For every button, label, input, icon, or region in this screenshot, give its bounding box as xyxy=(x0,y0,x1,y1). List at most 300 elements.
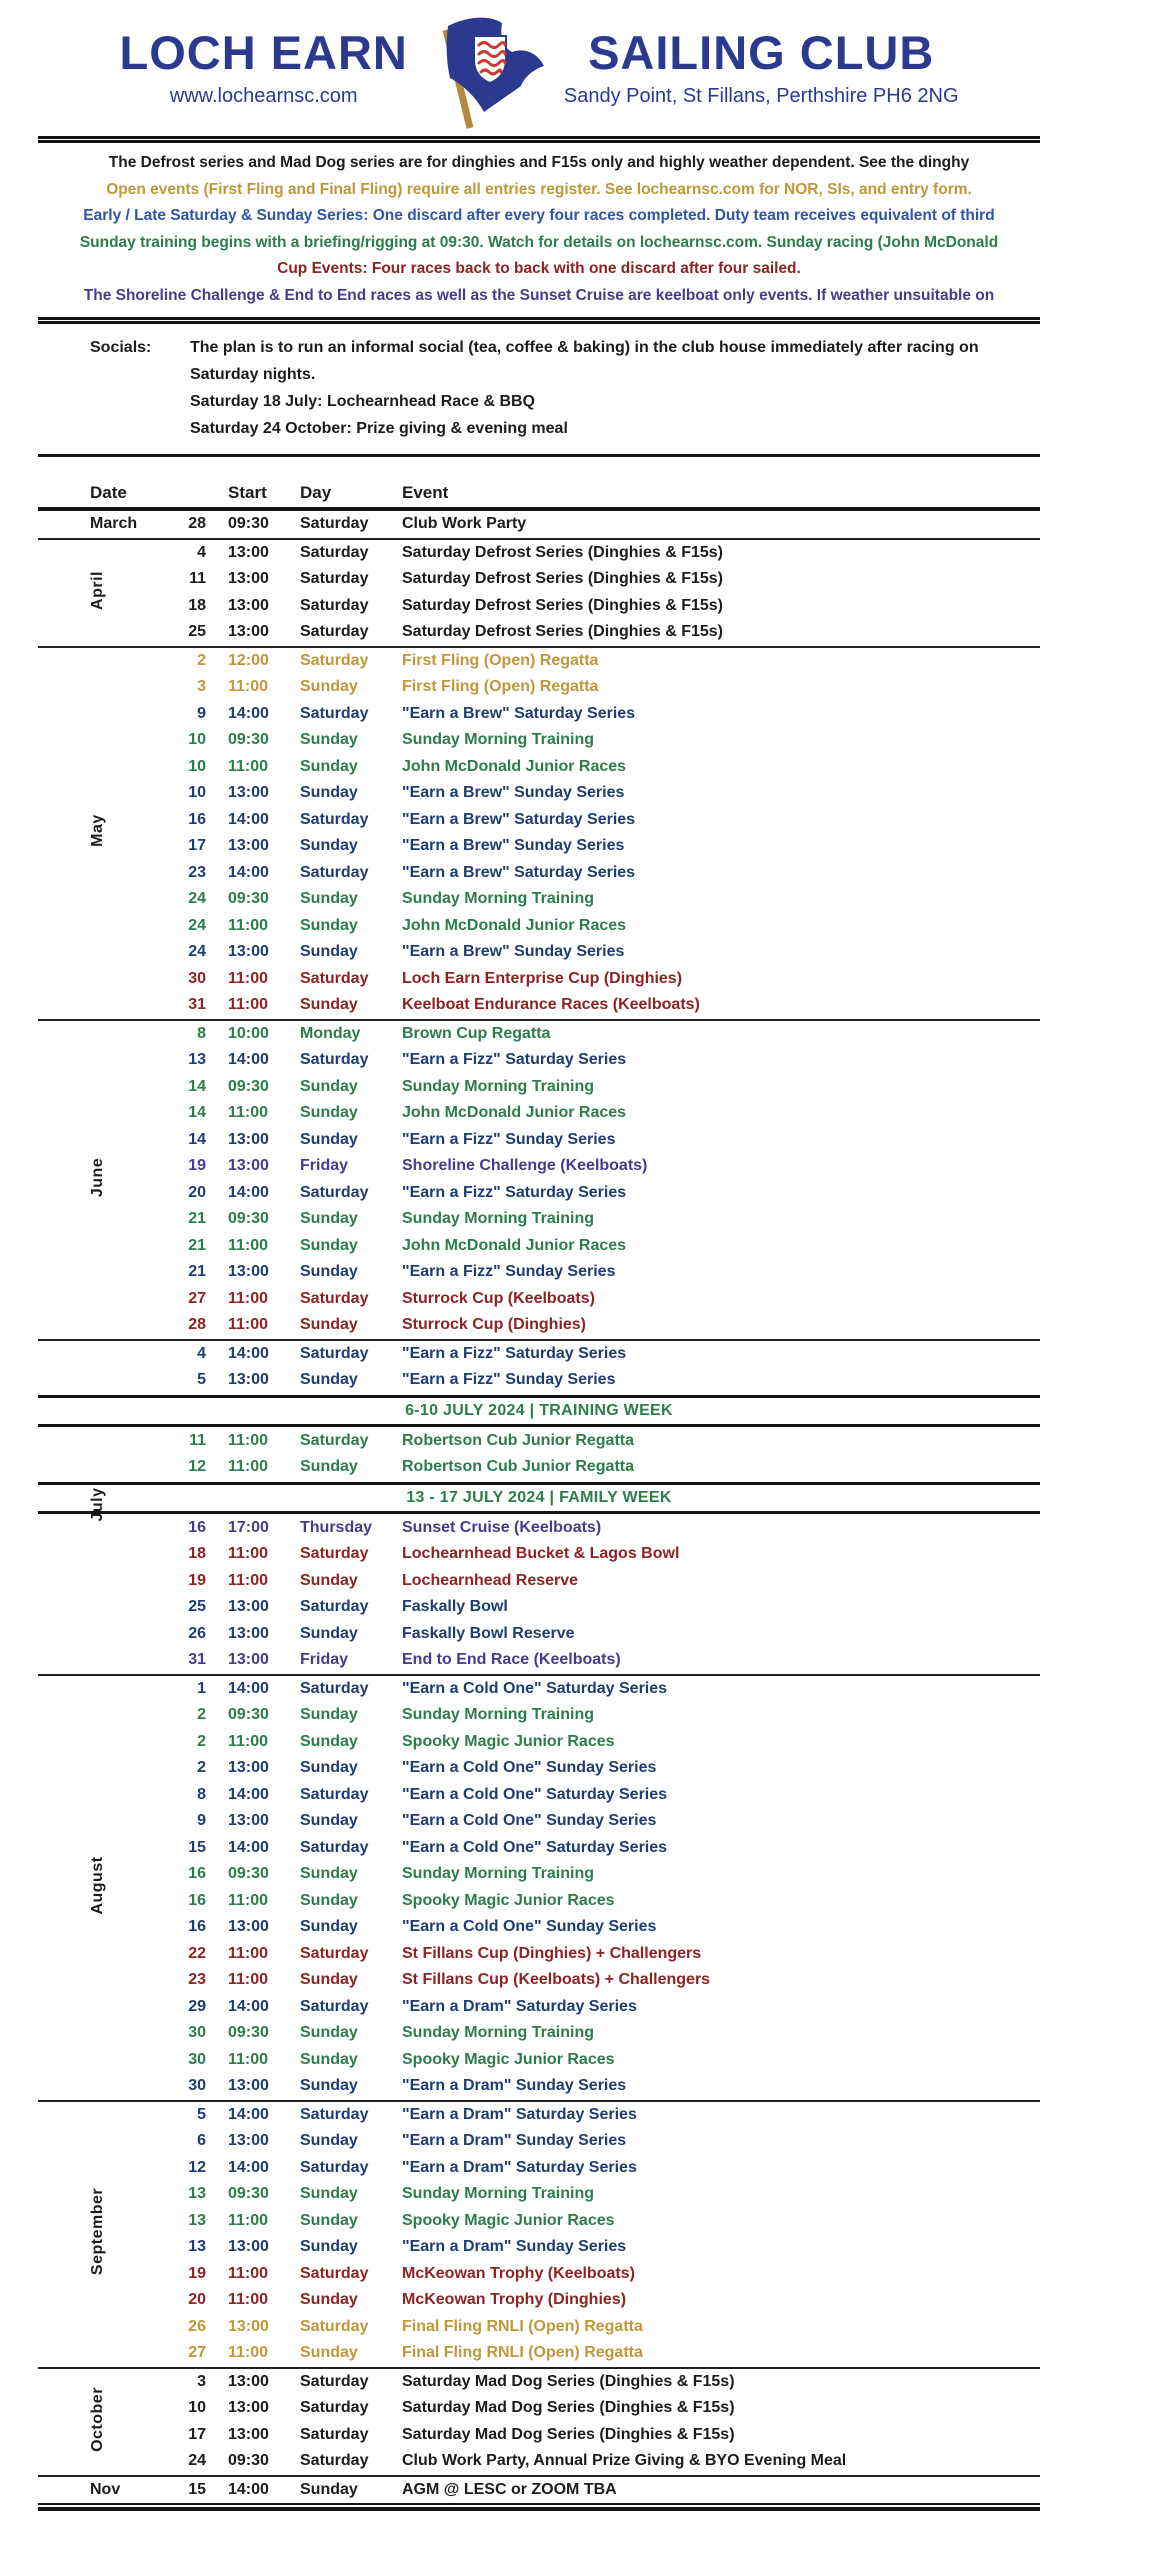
schedule-row xyxy=(38,1127,1040,1154)
schedule-row-day: Sunday xyxy=(300,2211,358,2229)
schedule-row-event: John McDonald Junior Races xyxy=(402,757,627,775)
schedule-row xyxy=(38,2287,1040,2314)
schedule-row-day: Sunday xyxy=(300,1891,358,1909)
schedule-row xyxy=(38,1861,1040,1888)
schedule-row-day: Sunday xyxy=(300,1263,358,1281)
schedule-row-day: Sunday xyxy=(300,1812,358,1830)
schedule-row-start: 14:00 xyxy=(228,863,269,881)
schedule-row-start: 13:00 xyxy=(228,2317,269,2335)
schedule-row-start: 14:00 xyxy=(228,2480,269,2498)
schedule-row-event: "Earn a Cold One" Sunday Series xyxy=(402,1918,657,1936)
schedule-row-event: Sunday Morning Training xyxy=(402,731,594,749)
schedule-row-event: Saturday Mad Dog Series (Dinghies & F15s) xyxy=(402,2399,735,2417)
month-group-october xyxy=(38,2367,1040,2475)
schedule-row-start: 11:00 xyxy=(228,1971,269,1989)
schedule-row-event: McKeowan Trophy (Keelboats) xyxy=(402,2264,635,2282)
schedule-row-day: Sunday xyxy=(300,916,358,934)
schedule-row xyxy=(38,511,1040,538)
schedule-row xyxy=(38,913,1040,940)
header-divider-rule xyxy=(38,136,1040,143)
club-website: www.lochearnsc.com xyxy=(169,85,358,108)
schedule-row-date: 4 xyxy=(197,543,206,561)
schedule-row-date: 5 xyxy=(197,1371,206,1389)
schedule-row-day: Sunday xyxy=(300,943,358,961)
schedule-row-date: 25 xyxy=(188,1598,206,1616)
schedule-row-date: 12 xyxy=(188,1458,206,1476)
schedule-row-day: Sunday xyxy=(300,731,358,749)
schedule-row-date: 20 xyxy=(188,2291,206,2309)
schedule-row xyxy=(38,992,1040,1019)
schedule-row-event: First Fling (Open) Regatta xyxy=(402,651,599,669)
schedule-row-start: 11:00 xyxy=(228,2264,269,2282)
schedule-row-start: 14:00 xyxy=(228,704,269,722)
schedule-row-event: Lochearnhead Bucket & Lagos Bowl xyxy=(402,1545,680,1563)
schedule-row xyxy=(38,1180,1040,1207)
schedule-row-start: 13:00 xyxy=(228,1624,269,1642)
month-label: October xyxy=(89,2386,106,2452)
notice-line: Open events (First Fling and Final Fling) require all entries register. See lochearnsc.com for NOR, SIs, and entry form. xyxy=(106,180,972,198)
schedule-row-day: Thursday xyxy=(300,1518,373,1536)
schedule-row-start: 14:00 xyxy=(228,1838,269,1856)
schedule-row-event: Keelboat Endurance Races (Keelboats) xyxy=(402,996,700,1014)
schedule-row-date: 27 xyxy=(188,2344,206,2362)
schedule-row-start: 14:00 xyxy=(228,2105,269,2123)
schedule-row-day: Saturday xyxy=(300,2425,369,2443)
schedule-row-date: 17 xyxy=(188,2425,206,2443)
schedule-row-event: Robertson Cub Junior Regatta xyxy=(402,1458,635,1476)
schedule-row-day: Sunday xyxy=(300,1236,358,1254)
schedule-row-start: 10:00 xyxy=(228,1024,269,1042)
schedule-row xyxy=(38,1835,1040,1862)
schedule-row-start: 11:00 xyxy=(228,1545,269,1563)
schedule-row-day: Sunday xyxy=(300,1371,358,1389)
schedule-row-start: 09:30 xyxy=(228,2452,269,2470)
schedule-row xyxy=(38,1541,1040,1568)
schedule-row-date: 28 xyxy=(188,1316,206,1334)
schedule-row-start: 09:30 xyxy=(228,2185,269,2203)
schedule-row-event: Final Fling RNLI (Open) Regatta xyxy=(402,2344,643,2362)
schedule-row-event: Spooky Magic Junior Races xyxy=(402,1891,615,1909)
schedule-row-start: 09:30 xyxy=(228,515,269,533)
schedule-row-date: 6 xyxy=(197,2132,206,2150)
schedule-row-date: 21 xyxy=(188,1236,206,1254)
schedule-row-date: 11 xyxy=(189,1431,206,1449)
schedule-row-date: 15 xyxy=(188,1838,206,1856)
schedule-row xyxy=(38,1153,1040,1180)
schedule-row-day: Sunday xyxy=(300,1759,358,1777)
schedule-row-date: 10 xyxy=(188,784,206,802)
schedule-row-day: Saturday xyxy=(300,969,369,987)
schedule-row-date: 26 xyxy=(188,1624,206,1642)
notice-line: Sunday training begins with a briefing/rigging at 09:30. Watch for details on lochearnsc.com. Sunday racing (John McDonald xyxy=(79,233,999,251)
schedule-row xyxy=(38,860,1040,887)
schedule-row-start: 14:00 xyxy=(228,1183,269,1201)
schedule-row xyxy=(38,2234,1040,2261)
schedule-row-start: 11:00 xyxy=(228,996,269,1014)
schedule-row-day: Monday xyxy=(300,1024,361,1042)
schedule-row xyxy=(38,1286,1040,1313)
schedule-row-start: 11:00 xyxy=(228,969,269,987)
schedule-row xyxy=(38,2047,1040,2074)
schedule-row-day: Sunday xyxy=(300,996,358,1014)
club-burgee-logo-icon xyxy=(422,14,550,136)
schedule-row-date: 4 xyxy=(197,1344,206,1362)
schedule-row-start: 09:30 xyxy=(228,1865,269,1883)
schedule-row-date: 17 xyxy=(188,837,206,855)
schedule-row-date: 14 xyxy=(188,1104,206,1122)
schedule-row-start: 09:30 xyxy=(228,1706,269,1724)
schedule-row-start: 17:00 xyxy=(228,1518,269,1536)
schedule-row-date: 16 xyxy=(188,1918,206,1936)
socials-section xyxy=(38,324,1040,454)
month-group-june xyxy=(38,1019,1040,1339)
schedule-row-date: 9 xyxy=(197,1812,206,1830)
schedule-row xyxy=(38,1941,1040,1968)
schedule-row xyxy=(38,1994,1040,2021)
schedule-row-event: "Earn a Cold One" Saturday Series xyxy=(402,1785,668,1803)
month-group-september xyxy=(38,2100,1040,2367)
club-header xyxy=(38,0,1040,136)
schedule-row-date: 23 xyxy=(188,863,206,881)
schedule-row xyxy=(38,1233,1040,1260)
schedule-row xyxy=(38,1888,1040,1915)
social-line: The plan is to run an informal social (tea, coffee & baking) in the club house immediately after racing on xyxy=(190,339,979,356)
schedule-row-date: 10 xyxy=(188,757,206,775)
schedule-row-event: "Earn a Fizz" Sunday Series xyxy=(402,1371,616,1389)
club-name-left: LOCH EARN xyxy=(119,26,408,79)
schedule-row-day: Sunday xyxy=(300,1571,358,1589)
schedule-row-day: Sunday xyxy=(300,1077,358,1095)
schedule-row-day: Saturday xyxy=(300,1051,369,1069)
schedule-row-start: 11:00 xyxy=(228,1236,269,1254)
schedule-row-date: 11 xyxy=(189,570,206,588)
schedule-row-date: 30 xyxy=(188,969,206,987)
month-label: May xyxy=(89,814,106,847)
schedule-row-event: "Earn a Dram" Saturday Series xyxy=(402,2158,637,2176)
schedule-row-date: 24 xyxy=(188,943,206,961)
schedule-row-start: 09:30 xyxy=(228,731,269,749)
schedule-row xyxy=(38,1594,1040,1621)
schedule-row xyxy=(38,1021,1040,1048)
schedule-row-day: Saturday xyxy=(300,623,369,641)
schedule-row-day: Sunday xyxy=(300,757,358,775)
schedule-row xyxy=(38,1621,1040,1648)
schedule-row-start: 11:00 xyxy=(228,1458,269,1476)
schedule-row-date: 20 xyxy=(188,1183,206,1201)
schedule-row-start: 11:00 xyxy=(228,1316,269,1334)
week-banner-row: 13 - 17 JULY 2024 | FAMILY WEEK xyxy=(38,1482,1040,1514)
schedule-row-start: 14:00 xyxy=(228,1679,269,1697)
schedule-row-date: 23 xyxy=(188,1971,206,1989)
notices-section xyxy=(38,143,1040,317)
schedule-row-start: 11:00 xyxy=(228,1944,269,1962)
schedule-row-date: 13 xyxy=(188,2185,206,2203)
schedule-row-event: AGM @ LESC or ZOOM TBA xyxy=(402,2480,617,2498)
socials-divider-rule xyxy=(38,454,1040,457)
schedule-row-date: 31 xyxy=(188,996,206,1014)
schedule-row-event: "Earn a Fizz" Sunday Series xyxy=(402,1263,616,1281)
schedule-row xyxy=(38,1454,1040,1481)
schedule-row xyxy=(38,754,1040,781)
schedule-row-date: 21 xyxy=(188,1210,206,1228)
schedule-row-date: 2 xyxy=(197,1706,206,1724)
schedule-row xyxy=(38,1341,1040,1368)
schedule-row-start: 13:00 xyxy=(228,2077,269,2095)
schedule-row-day: Saturday xyxy=(300,863,369,881)
schedule-row-start: 11:00 xyxy=(228,678,269,696)
schedule-row-day: Sunday xyxy=(300,2185,358,2203)
schedule-row-event: "Earn a Cold One" Sunday Series xyxy=(402,1759,657,1777)
schedule-row-date: 22 xyxy=(188,1944,206,1962)
schedule-row-event: "Earn a Fizz" Saturday Series xyxy=(402,1051,627,1069)
schedule-row xyxy=(38,1782,1040,1809)
schedule-row-event: Brown Cup Regatta xyxy=(402,1024,551,1042)
schedule-row-event: "Earn a Dram" Sunday Series xyxy=(402,2132,627,2150)
schedule-row-event: Club Work Party xyxy=(402,515,527,533)
schedule-row-start: 13:00 xyxy=(228,2132,269,2150)
schedule-row xyxy=(38,966,1040,993)
schedule-row-event: "Earn a Dram" Sunday Series xyxy=(402,2238,627,2256)
club-address: Sandy Point, St Fillans, Perthshire PH6 2NG xyxy=(563,85,959,108)
schedule-row xyxy=(38,780,1040,807)
schedule-row-start: 14:00 xyxy=(228,2158,269,2176)
schedule-row xyxy=(38,1047,1040,1074)
schedule-row-event: Sturrock Cup (Keelboats) xyxy=(402,1289,595,1307)
schedule-row-start: 13:00 xyxy=(228,1371,269,1389)
schedule-row-day: Saturday xyxy=(300,543,369,561)
schedule-row xyxy=(38,1259,1040,1286)
schedule-row-day: Sunday xyxy=(300,837,358,855)
schedule-row-date: 2 xyxy=(197,1732,206,1750)
schedule-row-date: 16 xyxy=(188,1865,206,1883)
schedule-row-event: "Earn a Brew" Sunday Series xyxy=(402,837,625,855)
schedule-row-day: Sunday xyxy=(300,2077,358,2095)
schedule-row xyxy=(38,2181,1040,2208)
schedule-row-day: Saturday xyxy=(300,1289,369,1307)
schedule-row-start: 11:00 xyxy=(228,1431,269,1449)
schedule-row-event: "Earn a Cold One" Saturday Series xyxy=(402,1679,668,1697)
schedule-row-start: 14:00 xyxy=(228,1051,269,1069)
schedule-row xyxy=(38,1647,1040,1674)
schedule-row-start: 13:00 xyxy=(228,1598,269,1616)
schedule-row xyxy=(38,1428,1040,1455)
schedule-row xyxy=(38,701,1040,728)
notice-line: The Shoreline Challenge & End to End races as well as the Sunset Cruise are keelboat only events. If weather unsuitable on xyxy=(83,286,995,304)
socials-lines xyxy=(190,334,1040,442)
schedule-row-date: 30 xyxy=(188,2024,206,2042)
schedule-row-day: Saturday xyxy=(300,1545,369,1563)
schedule-row xyxy=(38,807,1040,834)
schedule-row-start: 11:00 xyxy=(228,1891,269,1909)
schedule-row-date: 25 xyxy=(188,623,206,641)
schedule-row-start: 11:00 xyxy=(228,757,269,775)
schedule-row xyxy=(38,2477,1040,2504)
schedule-row-date: 3 xyxy=(197,2372,206,2390)
schedule-row-start: 13:00 xyxy=(228,943,269,961)
schedule-row-event: Saturday Defrost Series (Dinghies & F15s) xyxy=(402,543,723,561)
schedule-row xyxy=(38,2261,1040,2288)
club-name-right: SAILING CLUB xyxy=(588,26,935,79)
schedule-row-date: 19 xyxy=(188,2264,206,2282)
schedule-row-date: 27 xyxy=(188,1289,206,1307)
schedule-row-event: Saturday Defrost Series (Dinghies & F15s) xyxy=(402,570,723,588)
schedule-row xyxy=(38,648,1040,675)
schedule-row-date: 30 xyxy=(188,2077,206,2095)
schedule-row-day: Saturday xyxy=(300,1997,369,2015)
schedule-row-date: 24 xyxy=(188,890,206,908)
schedule-row-day: Saturday xyxy=(300,1838,369,1856)
schedule-row-day: Saturday xyxy=(300,1944,369,1962)
schedule-row-event: St Fillans Cup (Dinghies) + Challengers xyxy=(402,1944,702,1962)
notice-line: Cup Events: Four races back to back with one discard after four sailed. xyxy=(277,260,801,277)
schedule-row-day: Saturday xyxy=(300,1431,369,1449)
schedule-row-date: 15 xyxy=(188,2480,206,2498)
schedule-row-date: 18 xyxy=(188,596,206,614)
schedule-row-start: 09:30 xyxy=(228,2024,269,2042)
schedule-row-day: Sunday xyxy=(300,1865,358,1883)
month-label: July xyxy=(89,1487,106,1522)
month-label: Nov xyxy=(90,2480,121,2498)
schedule-row-date: 16 xyxy=(188,810,206,828)
schedule-row-start: 11:00 xyxy=(228,2050,269,2068)
schedule-row-date: 14 xyxy=(188,1130,206,1148)
schedule-row-event: McKeowan Trophy (Dinghies) xyxy=(402,2291,627,2309)
schedule-table xyxy=(38,483,1040,2511)
schedule-row-event: Robertson Cub Junior Regatta xyxy=(402,1431,635,1449)
schedule-row-day: Saturday xyxy=(300,1785,369,1803)
table-header-row xyxy=(38,483,1040,511)
schedule-row-day: Saturday xyxy=(300,596,369,614)
table-bottom-rule xyxy=(38,2503,1040,2511)
schedule-row xyxy=(38,1100,1040,1127)
schedule-row-day: Sunday xyxy=(300,2480,358,2498)
schedule-row-day: Sunday xyxy=(300,1130,358,1148)
schedule-row-date: 31 xyxy=(188,1651,206,1669)
schedule-row-start: 09:30 xyxy=(228,890,269,908)
schedule-row-event: Sunday Morning Training xyxy=(402,1077,594,1095)
schedule-row-date: 28 xyxy=(188,515,206,533)
schedule-row-start: 13:00 xyxy=(228,1130,269,1148)
schedule-row xyxy=(38,2340,1040,2367)
schedule-row-event: "Earn a Dram" Saturday Series xyxy=(402,1997,637,2015)
schedule-row-event: Shoreline Challenge (Keelboats) xyxy=(402,1157,648,1175)
schedule-row xyxy=(38,566,1040,593)
schedule-row-date: 8 xyxy=(197,1785,206,1803)
schedule-row-start: 14:00 xyxy=(228,1344,269,1362)
schedule-row-date: 13 xyxy=(188,1051,206,1069)
schedule-row-start: 13:00 xyxy=(228,1157,269,1175)
month-label: April xyxy=(89,570,106,610)
month-label: March xyxy=(90,515,138,532)
schedule-row-start: 13:00 xyxy=(228,837,269,855)
schedule-row-event: Saturday Defrost Series (Dinghies & F15s) xyxy=(402,623,723,641)
schedule-row-date: 19 xyxy=(188,1571,206,1589)
schedule-row-event: Sunset Cruise (Keelboats) xyxy=(402,1518,602,1536)
schedule-row-start: 11:00 xyxy=(228,1289,269,1307)
schedule-row-event: "Earn a Cold One" Saturday Series xyxy=(402,1838,668,1856)
social-line: Saturday 24 October: Prize giving & evening meal xyxy=(190,420,568,437)
schedule-row-day: Saturday xyxy=(300,2105,369,2123)
schedule-row-date: 16 xyxy=(188,1518,206,1536)
schedule-row-event: "Earn a Dram" Sunday Series xyxy=(402,2077,627,2095)
schedule-row-day: Sunday xyxy=(300,1918,358,1936)
schedule-row-event: "Earn a Brew" Saturday Series xyxy=(402,810,636,828)
schedule-row-event: Final Fling RNLI (Open) Regatta xyxy=(402,2317,643,2335)
schedule-row-start: 11:00 xyxy=(228,2211,269,2229)
schedule-row xyxy=(38,1367,1040,1394)
schedule-row-start: 13:00 xyxy=(228,2372,269,2390)
schedule-row xyxy=(38,2448,1040,2475)
schedule-row-start: 13:00 xyxy=(228,1651,269,1669)
schedule-row-day: Saturday xyxy=(300,2452,369,2470)
schedule-row xyxy=(38,1312,1040,1339)
schedule-row-date: 16 xyxy=(188,1891,206,1909)
schedule-row-event: "Earn a Fizz" Saturday Series xyxy=(402,1183,627,1201)
schedule-row xyxy=(38,1206,1040,1233)
schedule-row-event: "Earn a Brew" Sunday Series xyxy=(402,784,625,802)
schedule-row-date: 9 xyxy=(197,704,206,722)
schedule-row-date: 13 xyxy=(188,2211,206,2229)
schedule-row-start: 13:00 xyxy=(228,543,269,561)
schedule-row-event: John McDonald Junior Races xyxy=(402,916,627,934)
schedule-row xyxy=(38,1568,1040,1595)
schedule-row-date: 24 xyxy=(188,2452,206,2470)
schedule-row-event: "Earn a Cold One" Sunday Series xyxy=(402,1812,657,1830)
schedule-row-date: 10 xyxy=(188,731,206,749)
schedule-row-date: 12 xyxy=(188,2158,206,2176)
schedule-row-event: John McDonald Junior Races xyxy=(402,1104,627,1122)
schedule-row-start: 14:00 xyxy=(228,810,269,828)
schedule-row-event: St Fillans Cup (Keelboats) + Challengers xyxy=(402,1971,711,1989)
schedule-row-day: Saturday xyxy=(300,810,369,828)
schedule-row xyxy=(38,2155,1040,2182)
schedule-row-day: Friday xyxy=(300,1651,349,1669)
schedule-row-day: Sunday xyxy=(300,2050,358,2068)
notices-divider-rule xyxy=(38,317,1040,324)
schedule-row-day: Sunday xyxy=(300,2291,358,2309)
schedule-row-event: John McDonald Junior Races xyxy=(402,1236,627,1254)
schedule-row xyxy=(38,939,1040,966)
schedule-row-day: Saturday xyxy=(300,2399,369,2417)
schedule-row xyxy=(38,727,1040,754)
schedule-row-start: 11:00 xyxy=(228,1732,269,1750)
schedule-row-start: 13:00 xyxy=(228,2399,269,2417)
header-right-block xyxy=(564,14,959,108)
schedule-row-event: Sunday Morning Training xyxy=(402,1210,594,1228)
month-label: August xyxy=(89,1855,106,1915)
schedule-row-day: Sunday xyxy=(300,2238,358,2256)
schedule-row-start: 13:00 xyxy=(228,1812,269,1830)
schedule-row xyxy=(38,2369,1040,2396)
schedule-row-event: End to End Race (Keelboats) xyxy=(402,1651,621,1669)
schedule-row-start: 13:00 xyxy=(228,2425,269,2443)
schedule-row-start: 13:00 xyxy=(228,1263,269,1281)
schedule-body xyxy=(38,511,1040,2503)
schedule-row-event: Spooky Magic Junior Races xyxy=(402,1732,615,1750)
schedule-row-date: 26 xyxy=(188,2317,206,2335)
schedule-row-date: 10 xyxy=(188,2399,206,2417)
schedule-row-start: 13:00 xyxy=(228,2238,269,2256)
schedule-row-day: Saturday xyxy=(300,1598,369,1616)
schedule-row-day: Saturday xyxy=(300,704,369,722)
schedule-row-event: Sunday Morning Training xyxy=(402,1706,594,1724)
schedule-row-start: 11:00 xyxy=(228,1104,269,1122)
notice-line: Early / Late Saturday & Sunday Series: One discard after every four races completed. Duty team receives equivalent of third xyxy=(83,207,995,224)
schedule-row-date: 5 xyxy=(197,2105,206,2123)
schedule-row-event: Saturday Mad Dog Series (Dinghies & F15s) xyxy=(402,2372,735,2390)
schedule-row-day: Sunday xyxy=(300,1458,358,1476)
schedule-row-day: Sunday xyxy=(300,784,358,802)
